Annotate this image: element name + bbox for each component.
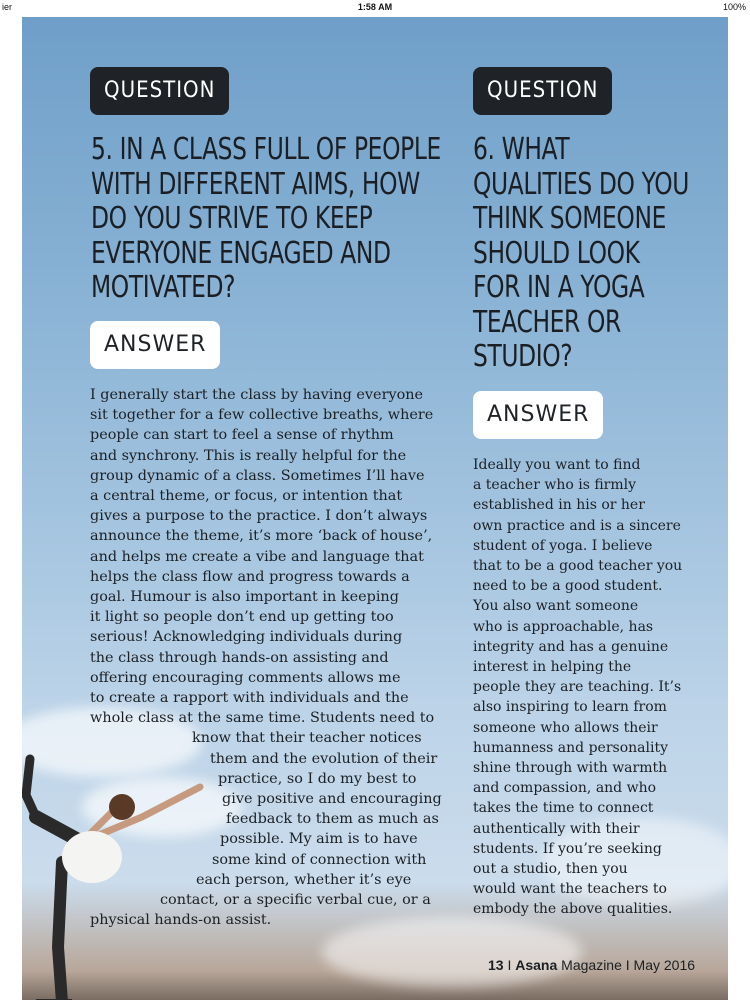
answer-line: the class through hands-on assisting and: [90, 649, 389, 666]
answer-line: need to be a good student.: [473, 578, 663, 595]
answer-line: integrity and has a genuine: [473, 638, 669, 655]
answer-line: that to be a good teacher you: [473, 558, 683, 575]
answer-line: to create a rapport with individuals and the: [90, 690, 409, 707]
magazine-name: Asana: [515, 957, 558, 973]
question-label: QUESTION: [90, 67, 229, 115]
heading-line: QUALITIES DO YOU: [473, 166, 689, 202]
answer-line: a teacher who is firmly: [473, 477, 637, 494]
answer-line: goal. Humour is also important in keeping: [90, 589, 399, 606]
carrier-label: ier: [2, 2, 13, 12]
answer-line: Ideally you want to find: [473, 457, 641, 473]
answer-line: possible. My aim is to have: [220, 831, 418, 848]
answer-line: I generally start the class by having everyone: [90, 387, 424, 403]
answer-line: embody the above qualities.: [473, 901, 673, 918]
answer-line: announce the theme, it’s more ‘back of house’,: [90, 528, 433, 545]
answer-line: feedback to them as much as: [226, 811, 439, 828]
heading-line: 6. WHAT: [473, 132, 570, 167]
answer-line: practice, so I do my best to: [218, 770, 417, 787]
answer-line: it light so people don’t end up getting too: [90, 609, 394, 626]
page-footer: [488, 957, 695, 973]
answer-line: know that their teacher notices: [192, 730, 422, 747]
footer-separator: I: [507, 957, 512, 973]
answer-line: student of yoga. I believe: [473, 537, 653, 554]
answer-line: and helps me create a vibe and language that: [90, 548, 424, 565]
answer-line: a central theme, or focus, or intention that: [90, 488, 403, 505]
answer-line: authentically with their: [473, 820, 640, 837]
magazine-page: [22, 17, 728, 1000]
answer-line: helps the class flow and progress towards a: [90, 568, 410, 585]
heading-line: EVERYONE ENGAGED AND: [91, 235, 391, 271]
heading-line: MOTIVATED?: [91, 270, 236, 305]
question-label: QUESTION: [473, 67, 612, 115]
magazine-word: Magazine: [561, 957, 622, 973]
heading-line: THINK SOMEONE: [473, 201, 666, 236]
heading-line: DO YOU STRIVE TO KEEP: [91, 201, 373, 236]
footer-separator: I: [625, 957, 630, 973]
battery-level: 100%: [722, 2, 746, 12]
answer-line: interest in helping the: [473, 659, 632, 676]
answer-line: takes the time to connect: [473, 800, 654, 817]
answer-line: people they are teaching. It’s: [473, 679, 682, 696]
answer-line: would want the teachers to: [473, 881, 667, 898]
answer-line: students. If you’re seeking: [473, 840, 662, 857]
answer-line: own practice and is a sincere: [473, 517, 681, 534]
heading-line: TEACHER OR: [473, 304, 621, 340]
answer-line: them and the evolution of their: [210, 750, 438, 767]
answer-label: ANSWER: [90, 321, 220, 369]
answer-label: ANSWER: [473, 391, 603, 439]
answer-line: shine through with warmth: [473, 760, 668, 777]
answer-line: humanness and personality: [473, 739, 668, 756]
status-time: 1:58 AM: [357, 2, 393, 12]
answer-line: and synchrony. This is really helpful for the: [90, 447, 407, 464]
page-number: 13: [488, 957, 504, 973]
answer-line: gives a purpose to the practice. I don’t always: [90, 508, 428, 525]
answer-line: out a studio, then you: [473, 861, 628, 878]
answer-line: offering encouraging comments allows me: [90, 669, 401, 686]
answer-line: some kind of connection with: [212, 851, 427, 868]
question-5-heading: [91, 133, 450, 306]
issue-date: May 2016: [633, 957, 696, 973]
answer-line: established in his or her: [473, 497, 645, 514]
answer-5-text: [90, 385, 448, 930]
answer-line: serious! Acknowledging individuals during: [90, 629, 403, 646]
answer-line: people can start to feel a sense of rhythm: [90, 427, 394, 444]
answer-line: also inspiring to learn from: [473, 699, 667, 716]
status-bar: [0, 0, 750, 16]
answer-line: each person, whether it’s eye: [196, 871, 412, 888]
answer-line: group dynamic of a class. Sometimes I’ll have: [90, 467, 425, 484]
answer-6-text: [473, 455, 687, 920]
answer-line: who is approachable, has: [473, 618, 654, 635]
answer-line: physical hands-on assist.: [90, 912, 272, 929]
heading-line: FOR IN A YOGA: [473, 270, 645, 305]
heading-line: 5. IN A CLASS FULL OF PEOPLE: [91, 132, 441, 167]
answer-line: give positive and encouraging: [222, 791, 442, 808]
answer-line: You also want someone: [473, 598, 639, 615]
heading-line: WITH DIFFERENT AIMS, HOW: [91, 166, 420, 202]
answer-line: someone who allows their: [473, 719, 658, 736]
answer-line: contact, or a specific verbal cue, or a: [160, 892, 431, 909]
answer-line: and compassion, and who: [473, 780, 657, 797]
heading-line: STUDIO?: [473, 339, 573, 374]
answer-line: sit together for a few collective breaths, where: [90, 407, 434, 424]
heading-line: SHOULD LOOK: [473, 235, 640, 271]
answer-line: whole class at the same time. Students need to: [90, 710, 435, 727]
question-6-heading: [473, 133, 707, 375]
